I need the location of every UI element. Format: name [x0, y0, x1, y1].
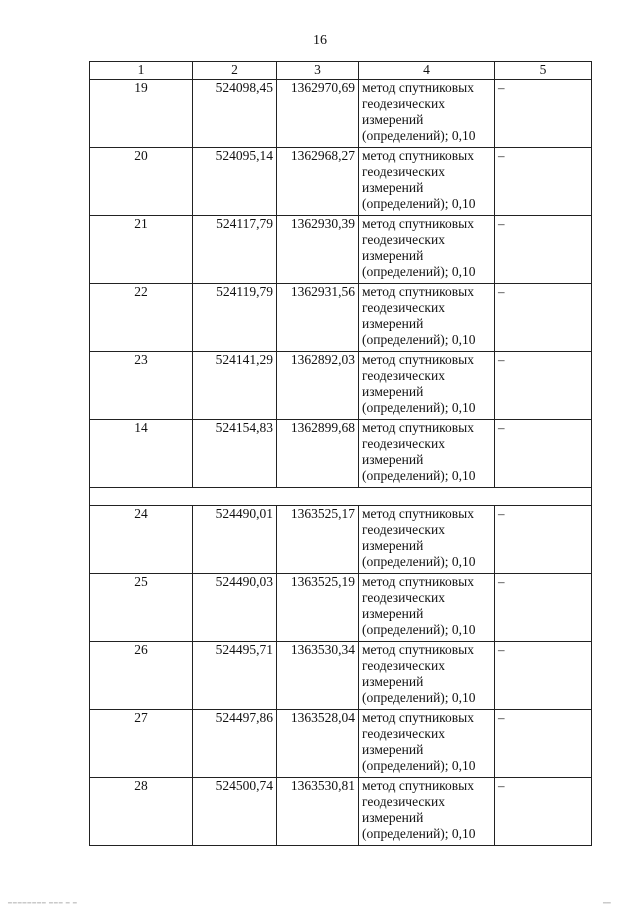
coordinates-table	[89, 61, 592, 846]
table-row	[90, 506, 592, 574]
cell-method	[359, 216, 495, 284]
table-row	[90, 216, 592, 284]
cell-method	[359, 352, 495, 420]
cell-point-number: 25	[90, 574, 193, 642]
table-body	[90, 80, 592, 846]
table-header-row	[90, 62, 592, 80]
method-line: геодезических	[362, 96, 445, 111]
method-line: геодезических	[362, 658, 445, 673]
method-line: измерений	[362, 452, 424, 467]
method-line: геодезических	[362, 590, 445, 605]
header-cell-point-number: 1	[90, 62, 193, 80]
cell-note: –	[495, 710, 592, 778]
cell-note: –	[495, 148, 592, 216]
cell-point-number: 21	[90, 216, 193, 284]
header-cell-x: 2	[193, 62, 277, 80]
cell-point-number: 14	[90, 420, 193, 488]
cell-coordinate-x: 524500,74	[193, 778, 277, 846]
cell-point-number: 23	[90, 352, 193, 420]
header-cell-note: 5	[495, 62, 592, 80]
method-line: измерений	[362, 742, 424, 757]
cell-point-number: 20	[90, 148, 193, 216]
cell-coordinate-y: 1362930,39	[277, 216, 359, 284]
cell-point-number: 28	[90, 778, 193, 846]
method-line: (определений); 0,10	[362, 826, 476, 841]
table-row	[90, 642, 592, 710]
method-line: метод спутниковых	[362, 148, 474, 163]
cell-point-number: 24	[90, 506, 193, 574]
cell-method	[359, 642, 495, 710]
cell-note: –	[495, 420, 592, 488]
cell-note: –	[495, 284, 592, 352]
method-line: измерений	[362, 384, 424, 399]
table-row	[90, 778, 592, 846]
method-line: измерений	[362, 810, 424, 825]
method-line: (определений); 0,10	[362, 196, 476, 211]
cell-method	[359, 506, 495, 574]
cell-coordinate-y: 1362931,56	[277, 284, 359, 352]
cell-coordinate-y: 1363530,81	[277, 778, 359, 846]
method-line: метод спутниковых	[362, 642, 474, 657]
cell-coordinate-x: 524095,14	[193, 148, 277, 216]
cell-note: –	[495, 80, 592, 148]
cell-point-number: 22	[90, 284, 193, 352]
method-line: метод спутниковых	[362, 420, 474, 435]
table-row	[90, 420, 592, 488]
method-line: геодезических	[362, 522, 445, 537]
method-line: (определений); 0,10	[362, 468, 476, 483]
cell-coordinate-y: 1362970,69	[277, 80, 359, 148]
cell-method	[359, 80, 495, 148]
cell-coordinate-x: 524117,79	[193, 216, 277, 284]
method-line: измерений	[362, 112, 424, 127]
method-line: геодезических	[362, 794, 445, 809]
method-line: метод спутниковых	[362, 284, 474, 299]
footer-scan-mark: ▁▁▁▁▁▁▁▁ ▁▁▁ ▁ ▁	[8, 899, 78, 904]
cell-point-number: 27	[90, 710, 193, 778]
cell-coordinate-y: 1362899,68	[277, 420, 359, 488]
cell-point-number: 26	[90, 642, 193, 710]
cell-note: –	[495, 642, 592, 710]
cell-method	[359, 420, 495, 488]
method-line: метод спутниковых	[362, 574, 474, 589]
table-separator-row	[90, 488, 592, 506]
method-line: измерений	[362, 674, 424, 689]
cell-method	[359, 574, 495, 642]
cell-note: –	[495, 506, 592, 574]
method-line: (определений); 0,10	[362, 554, 476, 569]
method-line: геодезических	[362, 300, 445, 315]
cell-method	[359, 284, 495, 352]
method-line: (определений); 0,10	[362, 400, 476, 415]
method-line: геодезических	[362, 368, 445, 383]
method-line: метод спутниковых	[362, 506, 474, 521]
method-line: (определений); 0,10	[362, 264, 476, 279]
cell-note: –	[495, 574, 592, 642]
method-line: (определений); 0,10	[362, 690, 476, 705]
footer-scan-mark-right: ▁▁	[603, 899, 611, 904]
cell-note: –	[495, 778, 592, 846]
cell-note: –	[495, 352, 592, 420]
cell-coordinate-y: 1362892,03	[277, 352, 359, 420]
header-cell-method: 4	[359, 62, 495, 80]
cell-coordinate-x: 524490,03	[193, 574, 277, 642]
method-line: измерений	[362, 180, 424, 195]
method-line: измерений	[362, 538, 424, 553]
cell-coordinate-x: 524154,83	[193, 420, 277, 488]
cell-coordinate-y: 1362968,27	[277, 148, 359, 216]
method-line: измерений	[362, 606, 424, 621]
method-line: измерений	[362, 316, 424, 331]
cell-coordinate-x: 524098,45	[193, 80, 277, 148]
cell-method	[359, 778, 495, 846]
method-line: (определений); 0,10	[362, 622, 476, 637]
separator-cell	[90, 488, 592, 506]
cell-method	[359, 710, 495, 778]
method-line: (определений); 0,10	[362, 128, 476, 143]
cell-method	[359, 148, 495, 216]
cell-coordinate-x: 524497,86	[193, 710, 277, 778]
cell-coordinate-y: 1363528,04	[277, 710, 359, 778]
method-line: геодезических	[362, 232, 445, 247]
method-line: метод спутниковых	[362, 778, 474, 793]
method-line: измерений	[362, 248, 424, 263]
cell-coordinate-x: 524119,79	[193, 284, 277, 352]
cell-coordinate-y: 1363525,17	[277, 506, 359, 574]
cell-coordinate-x: 524141,29	[193, 352, 277, 420]
method-line: геодезических	[362, 164, 445, 179]
method-line: метод спутниковых	[362, 352, 474, 367]
method-line: метод спутниковых	[362, 710, 474, 725]
method-line: геодезических	[362, 726, 445, 741]
table-row	[90, 710, 592, 778]
method-line: геодезических	[362, 436, 445, 451]
table-row	[90, 284, 592, 352]
page-number: 16	[313, 33, 327, 48]
cell-coordinate-y: 1363530,34	[277, 642, 359, 710]
method-line: метод спутниковых	[362, 216, 474, 231]
method-line: метод спутниковых	[362, 80, 474, 95]
method-line: (определений); 0,10	[362, 758, 476, 773]
cell-coordinate-y: 1363525,19	[277, 574, 359, 642]
cell-coordinate-x: 524490,01	[193, 506, 277, 574]
header-cell-y: 3	[277, 62, 359, 80]
table-row	[90, 148, 592, 216]
method-line: (определений); 0,10	[362, 332, 476, 347]
cell-coordinate-x: 524495,71	[193, 642, 277, 710]
table-row	[90, 352, 592, 420]
cell-note: –	[495, 216, 592, 284]
cell-point-number: 19	[90, 80, 193, 148]
table-row	[90, 574, 592, 642]
table-row	[90, 80, 592, 148]
